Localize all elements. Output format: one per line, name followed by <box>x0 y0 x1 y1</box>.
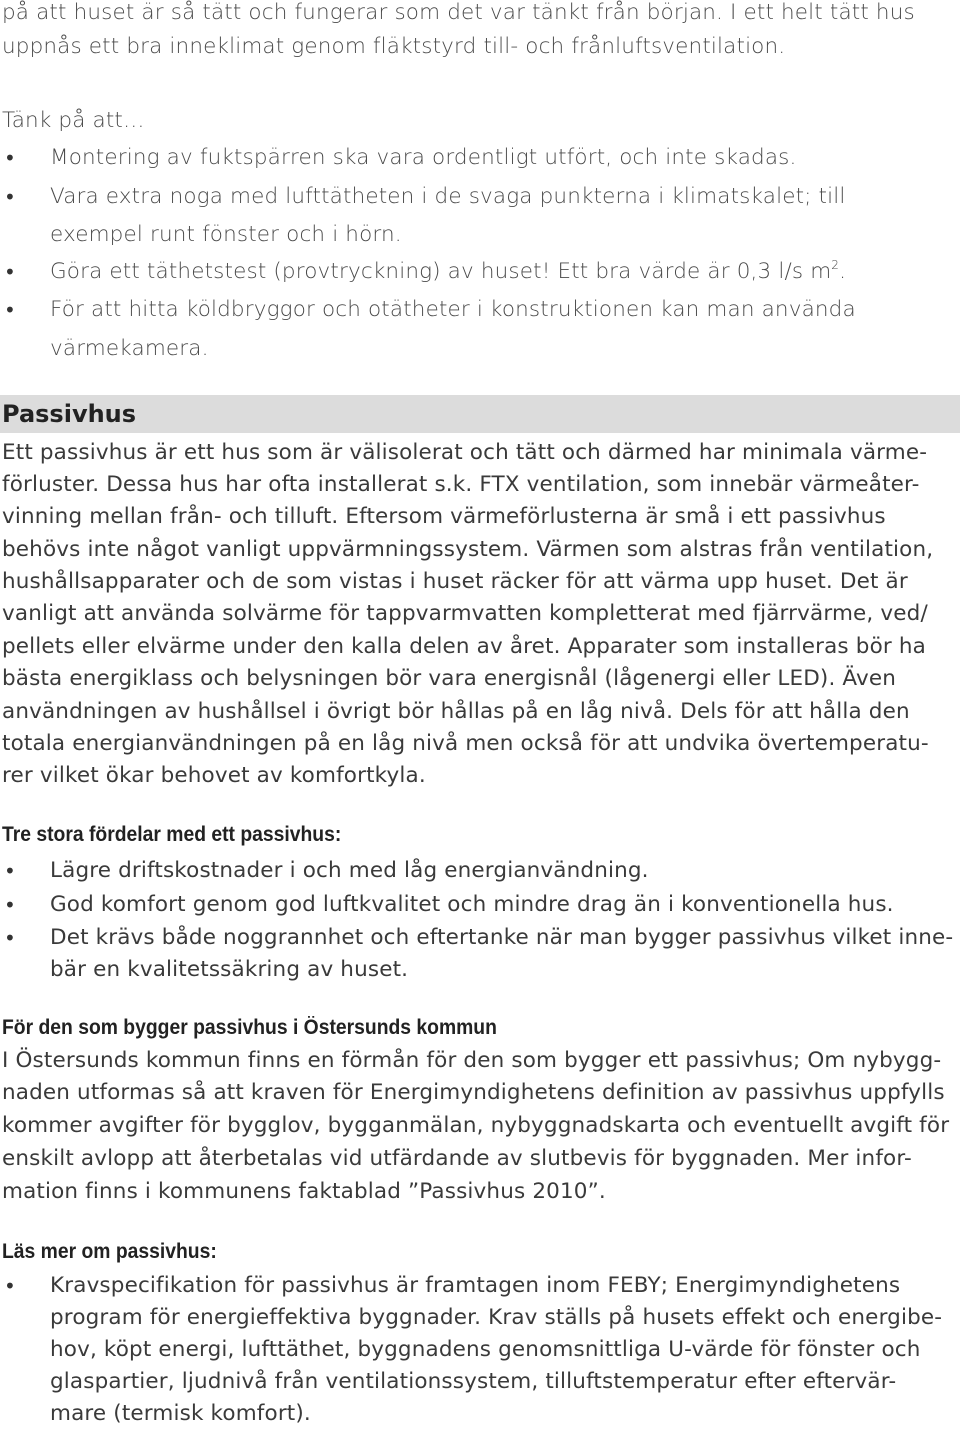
bullet-text: Vara extra noga med lufttätheten i de svaga punkterna i klimatskalet; till <box>50 184 846 209</box>
paragraph-line: totala energianvändningen på en låg nivå men också för att undvika övertemperatu- <box>2 731 929 756</box>
bullet-text: För att hitta köldbryggor och otätheter i konstruktionen kan man använda <box>50 297 856 322</box>
paragraph-line: I Östersunds kommun finns en förmån för den som bygger ett passivhus; Om nybygg- <box>2 1048 942 1073</box>
section-heading-band <box>0 395 960 433</box>
paragraph-line: användningen av hushållsel i övrigt bör hållas på en låg nivå. Dels för att hålla den <box>2 699 910 724</box>
bullet-text: glaspartier, ljudnivå från ventilationssystem, tilluftstemperatur efter eftervär- <box>50 1369 897 1394</box>
paragraph-line: hushållsapparater och de som vistas i huset räcker för att värma upp huset. Det är <box>2 569 908 594</box>
paragraph-line: behövs inte något vanligt uppvärmningssystem. Värmen som alstras från ventilation, <box>2 537 934 562</box>
bullet-icon: • <box>4 146 16 170</box>
paragraph-line: naden utformas så att kraven för Energimyndighetens definition av passivhus uppfylls <box>2 1080 945 1105</box>
bullet-icon: • <box>4 926 16 950</box>
paragraph-line: rer vilket ökar behovet av komfortkyla. <box>2 763 426 788</box>
subsection-heading: Tre stora fördelar med ett passivhus: <box>2 823 342 846</box>
subsection-heading: Läs mer om passivhus: <box>2 1240 217 1263</box>
bullet-text: Det krävs både noggrannhet och eftertanke när man bygger passivhus vilket inne- <box>50 925 954 950</box>
paragraph-line: mation finns i kommunens faktablad ”Passivhus 2010”. <box>2 1179 606 1204</box>
paragraph-line: Ett passivhus är ett hus som är välisolerat och tätt och därmed har minimala värme- <box>2 440 928 465</box>
bullet-text: bär en kvalitetssäkring av huset. <box>50 957 409 982</box>
tank-heading: Tänk på att… <box>2 108 145 133</box>
bullet-text: värmekamera. <box>50 336 209 361</box>
bullet-icon: • <box>4 298 16 322</box>
bullet-text: Lägre driftskostnader i och med låg energianvändning. <box>50 858 649 883</box>
bullet-icon: • <box>4 859 16 883</box>
bullet-text: God komfort genom god luftkvalitet och mindre drag än i konventionella hus. <box>50 892 894 917</box>
paragraph-line: vanligt att använda solvärme för tappvarmvatten kompletterat med fjärrvärme, ved/ <box>2 601 928 626</box>
bullet-text: mare (termisk komfort). <box>50 1401 311 1426</box>
bullet-text: exempel runt fönster och i hörn. <box>50 222 402 247</box>
section-heading: Passivhus <box>2 400 137 428</box>
bullet-icon: • <box>4 893 16 917</box>
bullet-text: Göra ett täthetstest (provtryckning) av huset! Ett bra värde är 0,3 l/s $m^2$. <box>50 258 847 284</box>
subsection-heading: För den som bygger passivhus i Östersunds kommun <box>2 1016 497 1039</box>
paragraph-line: kommer avgifter för bygglov, bygganmälan, nybyggnadskarta och eventuellt avgift för <box>2 1113 950 1138</box>
bullet-text: program för energieffektiva byggnader. Krav ställs på husets effekt och energibe- <box>50 1305 943 1330</box>
paragraph-line: pellets eller elvärme under den kalla delen av året. Apparater som installeras bör ha <box>2 634 926 659</box>
paragraph-line: enskilt avlopp att återbetalas vid utfärdande av slutbevis för byggnaden. Mer infor- <box>2 1146 912 1171</box>
bullet-text: Kravspecifikation för passivhus är framtagen inom FEBY; Energimyndighetens <box>50 1273 901 1298</box>
paragraph-line: förluster. Dessa hus har ofta installerat s.k. FTX ventilation, som innebär värmeåter- <box>2 472 920 497</box>
paragraph-line: bästa energiklass och belysningen bör vara energisnål (lågenergi eller LED). Även <box>2 666 897 691</box>
intro-line: uppnås ett bra inneklimat genom fläktstyrd till- och frånluftsventilation. <box>2 34 786 59</box>
bullet-icon: • <box>4 185 16 209</box>
bullet-icon: • <box>4 1274 16 1298</box>
superscript: 2 <box>831 258 840 272</box>
intro-line: på att huset är så tätt och fungerar som det var tänkt från början. I ett helt tätt hus <box>2 0 915 25</box>
bullet-text: Montering av fuktspärren ska vara ordentligt utfört, och inte skadas. <box>50 145 797 170</box>
bullet-icon: • <box>4 260 16 284</box>
bullet-text: hov, köpt energi, lufttäthet, byggnadens genomsnittliga U-värde för fönster och <box>50 1337 921 1362</box>
paragraph-line: vinning mellan från- och tilluft. Eftersom värmeförlusterna är små i ett passivhus <box>2 504 886 529</box>
